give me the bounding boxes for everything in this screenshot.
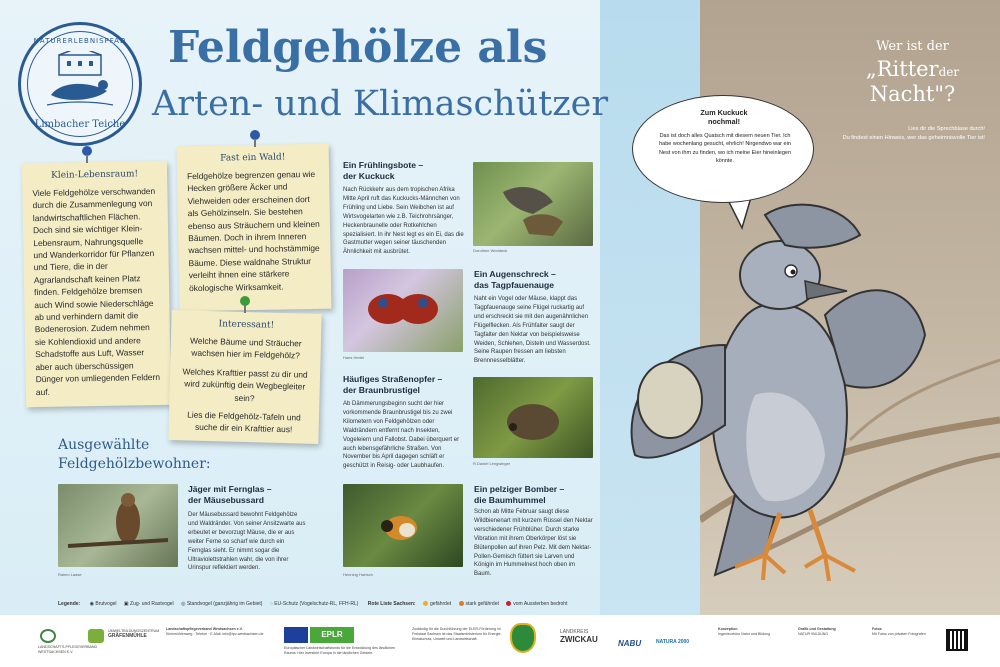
quiz-line2b: der bbox=[938, 65, 960, 79]
article-body: Der Mäusebussard bewohnt Feldgehölze und Waldränder. Von seiner Ansitzwarte aus erbeutet er bevorzugt Mäuse, die er aus weiter Ferne so scharf wie durch ein Fernglas sieht. Er nimmt sogar die Ultraviolettstrahlen wahr, die von ihrer Urinspur reflektiert werden. bbox=[188, 512, 306, 572]
legend bbox=[58, 601, 567, 607]
article-body: Nach Rückkehr aus dem tropischen Afrika Mitte April ruft das Kuckucks-Männchen von Frühling und Liebe. Sein Weibchen ist auf Wirtsvogelarten wie z.B. Teichrohrsänger, Heckenbraunelle oder Rotkehlchen spezialisiert. In ihr Nest legt es ein Ei, das die Gastmutter wegen seiner täuschenden Ähnlichkeit mit ausbrütet. bbox=[343, 187, 464, 256]
nest-icon: ◉ bbox=[89, 601, 94, 607]
main-subtitle: Arten- und Klimaschützer bbox=[152, 84, 609, 124]
photo-braunbrustigel bbox=[473, 377, 593, 458]
eplr-text: Europäischer Landwirtschaftsfonds für die Entwicklung des ländlichen Raums: Hier investiert Europa in die ländlichen Gebiete. bbox=[284, 646, 396, 655]
speech-bubble bbox=[632, 95, 814, 203]
question-2: Welches Krafttier passt zu dir und wird zukünftig dein Wegbegleiter sein? bbox=[182, 366, 308, 403]
legend-label: Legende: bbox=[58, 601, 81, 607]
landkreis-zwickau-logo: LANDKREIS ZWICKAU bbox=[560, 629, 598, 644]
pushpin-icon bbox=[82, 146, 92, 156]
footer bbox=[0, 615, 1000, 667]
photo-credit: R.Daniel Lengwinger bbox=[473, 461, 511, 466]
quiz-line1: Wer ist der bbox=[876, 39, 949, 54]
qr-code-icon bbox=[946, 629, 968, 651]
red-list-item: gefährdet bbox=[429, 601, 452, 607]
konzeption-credit: Konzeption Ingenieurbüro Natur und Bildung bbox=[718, 627, 770, 636]
naturerlebnispfad-logo bbox=[18, 22, 142, 146]
section-title-line2: Feldgehölzbewohner: bbox=[58, 456, 211, 472]
nabu-logo: NABU bbox=[618, 639, 642, 648]
logo-arc-bottom: Limbacher Teiche bbox=[34, 119, 126, 130]
grafenmuehle-name: UMWELTBILDUNGSZENTRUM GRÄFENMÜHLE bbox=[108, 629, 160, 639]
status-dot-icon bbox=[423, 601, 428, 606]
quiz-hint-line2: Du findest einen Hinweis, wer das geheimnisvolle Tier ist! bbox=[842, 135, 985, 141]
natura-2000-logo: NATURA 2000 bbox=[656, 639, 690, 645]
logo-arc-top: NATURERLEBNISPFAD bbox=[33, 37, 127, 45]
photo-tagpfauenauge bbox=[343, 269, 463, 352]
main-title: Feldgehölze als bbox=[168, 22, 548, 73]
quiz-line2a: „Ritter bbox=[865, 57, 939, 81]
migration-icon: ▣ bbox=[123, 601, 129, 607]
bubble-body: Das ist doch alles Quatsch mit diesem neuen Tier. Ich habe wochenlang gesucht, ehrlich! Nirgendwo war ein Nest von ihm zu finden, wo ich meine Eier hineinlegen könnte. bbox=[658, 133, 792, 164]
funding-text: Zuständig für die Durchführung der ELER-Förderung im Freistaat Sachsen ist das Staatsministerium für Energie, Klimaschutz, Umwelt und Landwirtschaft. bbox=[412, 627, 502, 641]
question-1: Welche Bäume und Sträucher wachsen hier im Feldgehölz? bbox=[190, 335, 302, 361]
fotos-credit: Fotos Mit Fotos von privaten Fotografen bbox=[872, 627, 926, 636]
pushpin-icon bbox=[250, 130, 260, 140]
article-title: Ein pelziger Bomber – die Baumhummel bbox=[474, 484, 565, 505]
bubble-title: Zum Kuckuck nochmal! bbox=[700, 108, 748, 126]
red-list-item: stark gefährdet bbox=[465, 601, 499, 607]
article-title: Jäger mit Fernglas – der Mäusebussard bbox=[188, 484, 272, 505]
article-body: Schon ab Mitte Februar saugt diese Wildbienenart mit kurzem Rüssel den Nektar verschiedener Frühblüher. Durch starke Vibration mit ihrem Oberkörper löst sie Blütenpollen auf ihren Pelz. Mit dem Nektar-Pollen-Gemisch füttert sie Larven und Königin im Hummelnest hoch oben im Baum. bbox=[474, 509, 593, 578]
note-interessant bbox=[168, 310, 321, 444]
eu-flag-icon bbox=[284, 627, 308, 643]
coat-of-arms-icon bbox=[510, 623, 536, 653]
article-body: Naht ein Vogel oder Mäuse, klappt das Tagpfauenauge seine Flügel ruckartig auf und erschreckt sie mit den augenähnlichen Flügelflecken. Als Frühfalter saugt der Tagfalter den Nektar von beispielsweise Weiden, Schlehen, Disteln und Wasserdost. Seine Raupen fressen am liebsten Brennnesselblätter. bbox=[474, 296, 591, 365]
section-title-line1: Ausgewählte bbox=[58, 437, 150, 453]
legend-item: EU-Schutz (Vogelschutz-RL, FFH-RL) bbox=[274, 601, 359, 607]
question-3: Lies die Feldgehölz-Tafeln und suche dir ein Krafttier aus! bbox=[187, 409, 301, 435]
quiz-hint-line1: Lies dir die Sprechblase durch! bbox=[908, 126, 985, 132]
section-title bbox=[58, 436, 211, 474]
note-fast-ein-wald bbox=[177, 144, 332, 312]
grafik-credit: Grafik und Gestaltung NATUR+BILDUNG bbox=[798, 627, 836, 636]
article-body: Ab Dämmerungsbeginn sucht der hier vorkommende Braunbrustigel bis zu zwei Kilometern von Feldgehölzen oder Waldrändern entfernt nach Insekten, Vogeleiern und Fallobst. Dabei überquert er auch lebensgefährliche Straßen. Von November bis April dagegen schläft er geschützt in Reisig- oder Laubhaufen. bbox=[343, 401, 460, 470]
castle-duck-icon bbox=[45, 51, 115, 111]
address-block: Landschaftspflegeverband Westsachsen e.V. Kleinmühlenweg · Telefon · E-Mail: info@lpv-westsachsen.de bbox=[166, 627, 264, 636]
photo-maeusebussard bbox=[58, 484, 178, 567]
article-title: Ein Augenschreck – das Tagpfauenauge bbox=[474, 269, 556, 290]
pushpin-icon bbox=[240, 296, 250, 306]
note-heading: Fast ein Wald! bbox=[220, 152, 286, 164]
resident-icon: ◎ bbox=[181, 601, 186, 607]
note-body: Viele Feldgehölze verschwanden durch die Zusammenlegung von landwirtschaftlichen Flächen. Doch sind sie wichtiger Klein-Lebensraum, Nahrungsquelle und Wanderkorridor für Pflanzen und Tiere, die in der Agrarlandschaft keinen Platz finden. Feldgehölze bremsen auch Wind sowie Niederschläge ab und verhindern damit die Bodenerosion. Zudem nehmen sie Kohlendioxid und andere Schadstoffe aus Luft, Wasser aber auch überschüssigen Dünger von umliegenden Feldern auf. bbox=[32, 185, 161, 397]
note-body: Feldgehölze begrenzen genau wie Hecken größere Äcker und Viehweiden oder erscheinen dort als Gehölzinseln. Sie bestehen ebenso aus Sträuchern und kleinen Bäumen. Doch in ihrem Inneren wachsen mittel- und hochstämmige Bäume. Diese waldnahe Struktur verleiht ihnen eine stärkere ökologische Wirksamkeit. bbox=[187, 168, 320, 293]
quiz-line3: Nacht"? bbox=[869, 82, 956, 106]
eplr-badge: EPLR bbox=[310, 627, 354, 643]
photo-credit: Dorothee Woddeck bbox=[473, 248, 508, 253]
note-heading: Interessant! bbox=[218, 319, 275, 331]
lpv-logo-icon bbox=[40, 629, 56, 643]
lpv-name: LANDSCHAFTS-PFLEGEVERBAND WESTSACHSEN E.V. bbox=[38, 645, 98, 654]
quiz-title bbox=[850, 36, 975, 105]
legend-item: Brutvogel bbox=[95, 601, 117, 607]
photo-baumhummel bbox=[343, 484, 463, 567]
legend-item: Standvogel (ganzjährig im Gebiet) bbox=[186, 601, 263, 607]
red-list-label: Rote Liste Sachsen: bbox=[367, 601, 416, 607]
article-title: Häufiges Straßenopfer – der Braunbrustigel bbox=[343, 374, 443, 395]
cartoon-bird-illustration bbox=[615, 195, 935, 595]
photo-credit: Henning Hartsch bbox=[343, 572, 373, 577]
quiz-hint bbox=[835, 125, 985, 143]
note-heading: Klein-Lebensraum! bbox=[50, 169, 139, 181]
photo-kuckuck bbox=[473, 162, 593, 246]
grafenmuehle-logo-icon bbox=[88, 629, 104, 643]
red-list-item: vom Aussterben bedroht bbox=[513, 601, 568, 607]
photo-credit: Raimo Laase bbox=[58, 572, 82, 577]
legend-item: Zug- und Rastvogel bbox=[130, 601, 174, 607]
status-dot-icon bbox=[506, 601, 511, 606]
photo-credit: Hans Hertel bbox=[343, 355, 365, 360]
eu-protection-icon: ◌ bbox=[269, 601, 273, 607]
status-dot-icon bbox=[459, 601, 464, 606]
note-klein-lebensraum bbox=[22, 161, 171, 407]
article-title: Ein Frühlingsbote – der Kuckuck bbox=[343, 160, 424, 181]
